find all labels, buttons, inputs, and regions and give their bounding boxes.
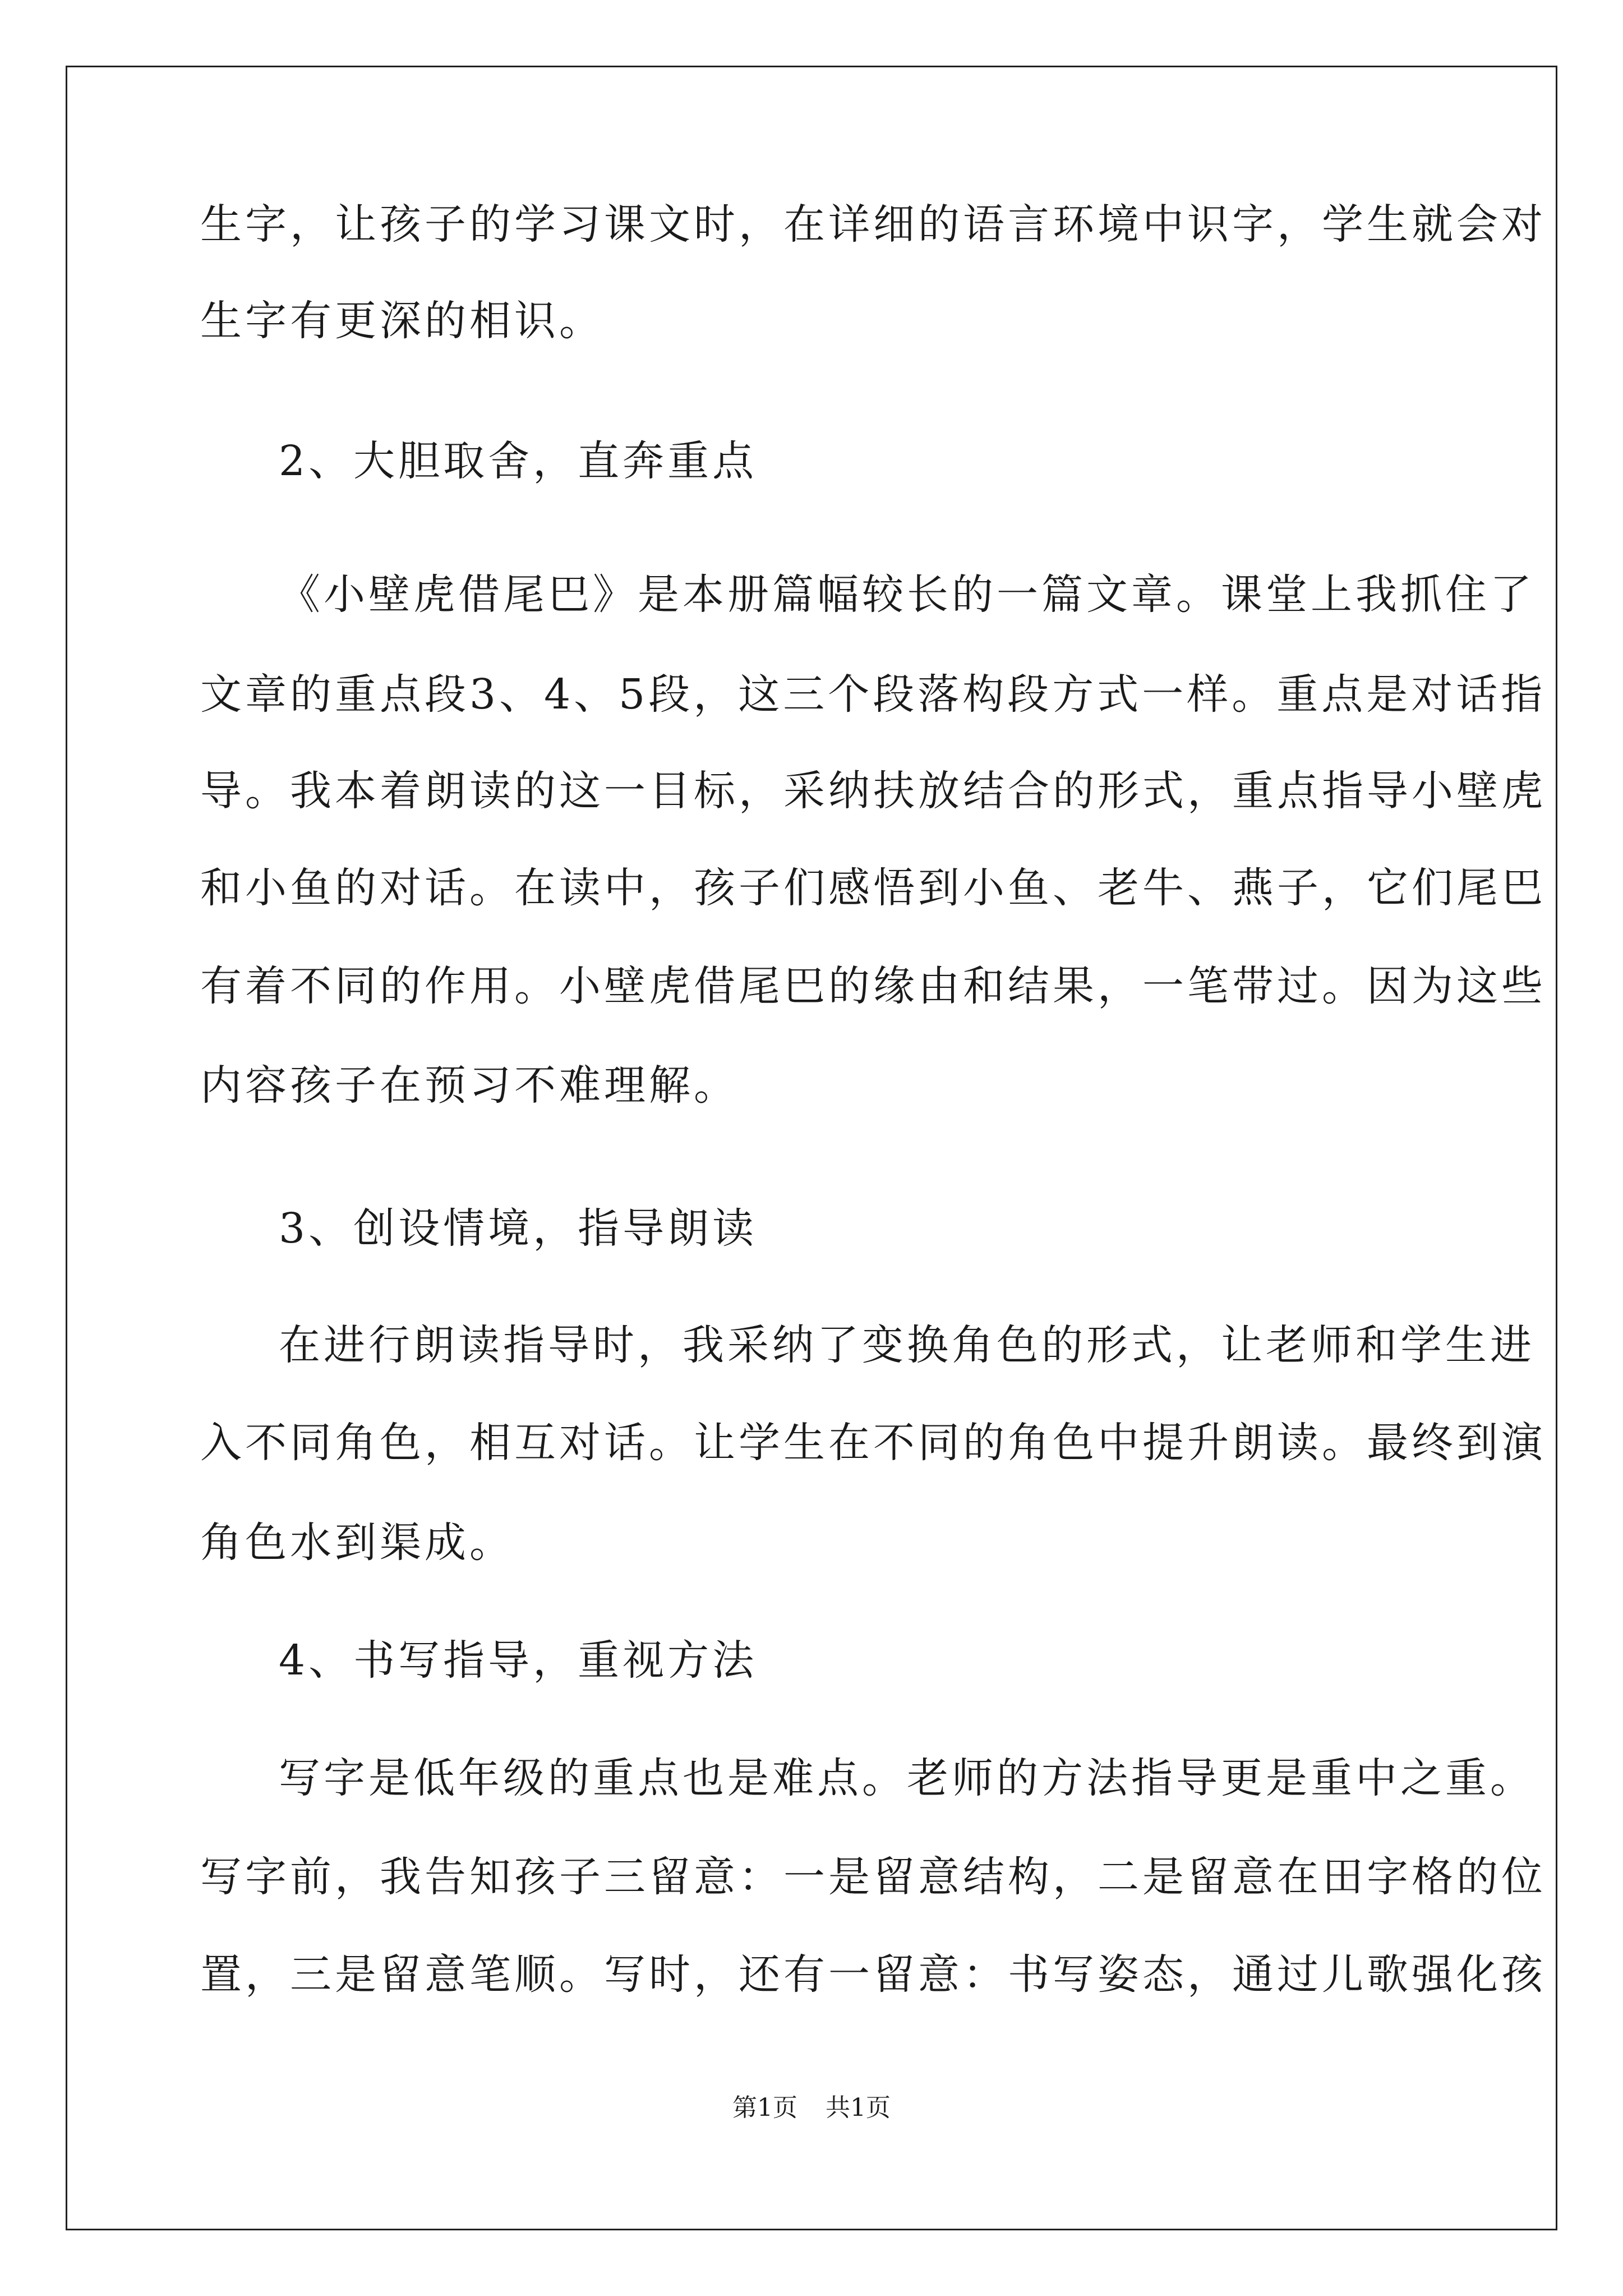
paragraph-line: 有着不同的作用。小壁虎借尾巴的缘由和结果，一笔带过。因为这些 [200, 962, 1546, 1010]
section-heading: 2、大胆取舍，直奔重点 [279, 437, 758, 485]
paragraph-line: 在进行朗读指导时，我采纳了变换角色的形式，让老师和学生进 [279, 1321, 1535, 1369]
paragraph-line: 入不同角色，相互对话。让学生在不同的角色中提升朗读。最终到演 [200, 1419, 1546, 1467]
section-heading: 4、书写指导，重视方法 [279, 1636, 758, 1685]
paragraph-line: 和小鱼的对话。在读中，孩子们感悟到小鱼、老牛、燕子，它们尾巴 [200, 864, 1546, 912]
page-footer [0, 2091, 1623, 2125]
section-heading: 3、创设情境，指导朗读 [279, 1204, 758, 1253]
paragraph-line: 写字前，我告知孩子三留意：一是留意结构，二是留意在田字格的位 [200, 1853, 1546, 1901]
paragraph-line: 置，三是留意笔顺。写时，还有一留意：书写姿态，通过儿歌强化孩 [200, 1950, 1546, 1999]
paragraph-line: 角色水到渠成。 [200, 1519, 514, 1567]
paragraph-line: 生字，让孩子的学习课文时，在详细的语言环境中识字，学生就会对 [200, 200, 1546, 249]
paragraph-line: 导。我本着朗读的这一目标，采纳扶放结合的形式，重点指导小壁虎 [200, 767, 1546, 815]
paragraph-line: 《小壁虎借尾巴》是本册篇幅较长的一篇文章。课堂上我抓住了 [279, 570, 1535, 619]
page-border [66, 66, 1557, 2230]
page-total: 共1页 [826, 2093, 891, 2122]
page-number: 第1页 [732, 2093, 797, 2122]
paragraph-line: 内容孩子在预习不难理解。 [200, 1061, 739, 1110]
paragraph-line: 生字有更深的相识。 [200, 297, 604, 345]
paragraph-line: 文章的重点段3、4、5段，这三个段落构段方式一样。重点是对话指 [200, 670, 1546, 719]
paragraph-line: 写字是低年级的重点也是难点。老师的方法指导更是重中之重。 [279, 1754, 1535, 1802]
